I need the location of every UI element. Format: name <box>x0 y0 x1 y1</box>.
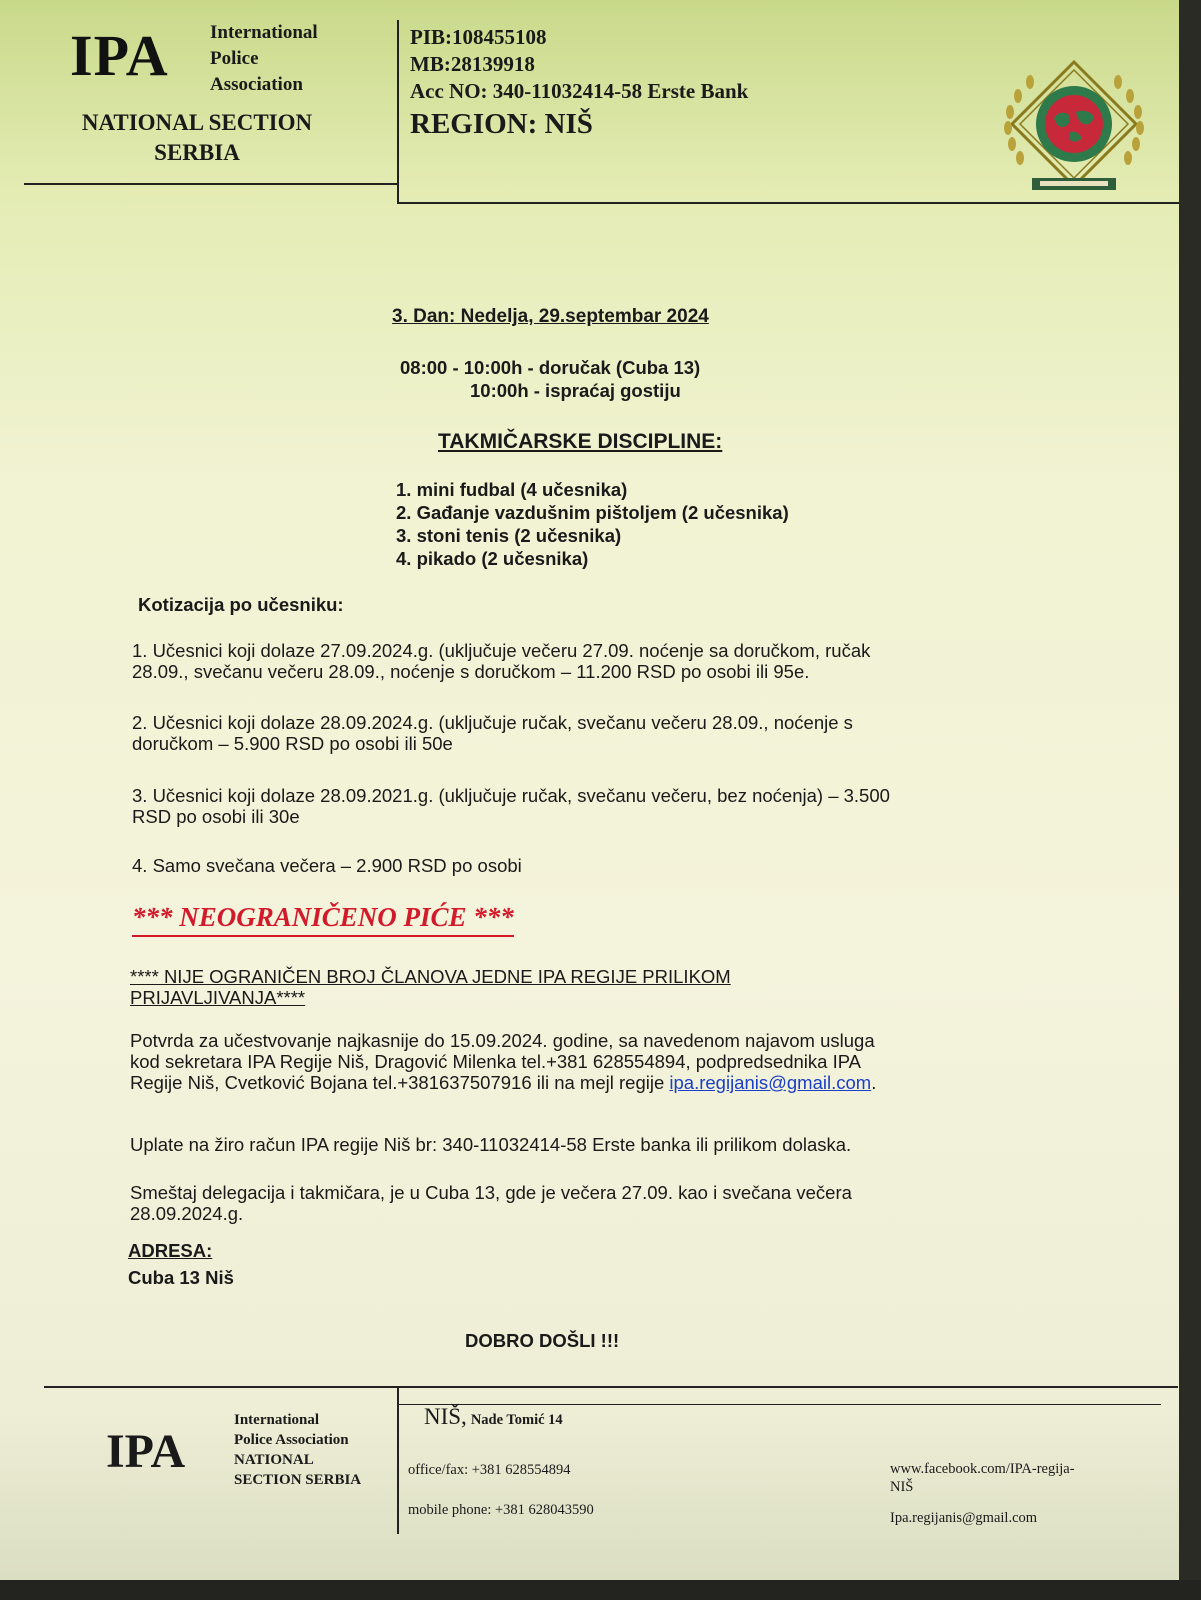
footer-divider-vertical <box>397 1388 399 1534</box>
account-number: Acc NO: 340-11032414-58 Erste Bank <box>410 79 749 103</box>
assoc-line: Association <box>210 74 303 95</box>
disciplines-list <box>396 478 789 570</box>
screen-bezel-right <box>1179 0 1201 1600</box>
national-line: NATIONAL SECTION <box>81 110 313 135</box>
footer-assoc-line: Police Association <box>234 1432 349 1448</box>
paragraph-text: . <box>871 1072 877 1093</box>
fee-option-1 <box>132 640 870 682</box>
day-title: 3. Dan: Nedelja, 29.septembar 2024 <box>392 306 709 327</box>
footer-address <box>424 1404 563 1430</box>
email-link[interactable]: ipa.regijanis@gmail.com <box>669 1072 872 1093</box>
paragraph-line: Potvrda za učestvovanje najkasnije do 15.09.2024. godine, sa navedenom najavom usluga <box>130 1030 875 1051</box>
facebook-line: www.facebook.com/IPA-regija- <box>890 1461 1075 1477</box>
fee-line: 1. Učesnici koji dolaze 27.09.2024.g. (uključuje večeru 27.09. noćenje sa doručkom, ručak <box>132 640 871 661</box>
footer-assoc-line: International <box>234 1412 320 1428</box>
header-rule-right <box>399 202 1179 204</box>
paragraph-line <box>130 1072 876 1093</box>
footer-assoc-line: NATIONAL <box>234 1452 314 1468</box>
logo-text: IPA <box>70 23 169 88</box>
fee-line: 2. Učesnici koji dolaze 28.09.2024.g. (uključuje ručak, svečanu večeru 28.09., noćenje s <box>132 712 853 733</box>
national-line: SERBIA <box>154 140 240 165</box>
list-item: 3. stoni tenis (2 učesnika) <box>396 525 622 546</box>
footer-city: NIŠ, <box>424 1404 467 1429</box>
lodging-info <box>130 1182 852 1224</box>
header-registry <box>410 24 748 105</box>
fee-line: 28.09., svečanu večeru 28.09., noćenje s doručkom – 11.200 RSD po osobi ili 95e. <box>132 661 810 682</box>
footer-logo-text: IPA <box>106 1425 186 1478</box>
screen-bezel-bottom <box>0 1580 1201 1600</box>
paragraph-line: 28.09.2024.g. <box>130 1203 244 1224</box>
list-item: 1. mini fudbal (4 učesnika) <box>396 479 628 500</box>
pib-number: PIB:108455108 <box>410 25 547 49</box>
fee-line: 3. Učesnici koji dolaze 28.09.2021.g. (uključuje ručak, svečanu večeru, bez noćenja) – 3.500 <box>132 785 890 806</box>
footer-office-fax: office/fax: +381 628554894 <box>408 1462 571 1478</box>
confirmation-paragraph <box>130 1030 876 1093</box>
paragraph-text: Regije Niš, Cvetković Bojana tel.+381637507916 ili na mejl regije <box>130 1072 670 1093</box>
welcome-text: DOBRO DOŠLI !!! <box>465 1330 620 1351</box>
unlimited-drinks-banner: *** NEOGRANIČENO PIĆE *** <box>132 902 514 937</box>
national-section <box>62 108 332 168</box>
fee-option-4: 4. Samo svečana večera – 2.900 RSD po osobi <box>132 855 522 876</box>
footer-rule-top <box>44 1386 1178 1388</box>
footer-assoc-line: SECTION SERBIA <box>234 1472 362 1488</box>
address-label: ADRESA: <box>128 1240 213 1261</box>
fee-option-2 <box>132 712 853 754</box>
footer-assoc <box>234 1410 361 1490</box>
assoc-line: Police <box>210 48 259 69</box>
fee-line: doručkom – 5.900 RSD po osobi ili 50e <box>132 733 453 754</box>
assoc-line: International <box>210 22 318 43</box>
schedule-line: 08:00 - 10:00h - doručak (Cuba 13) <box>400 357 701 378</box>
list-item: 2. Gađanje vazdušnim pištoljem (2 učesnika) <box>396 502 789 523</box>
fee-line: RSD po osobi ili 30e <box>132 806 300 827</box>
paragraph-line: kod sekretara IPA Regije Niš, Dragović Milenka tel.+381 628554894, podpredsednika IPA <box>130 1051 862 1072</box>
payment-info: Uplate na žiro račun IPA regije Niš br: 340-11032414-58 Erste banka ili prilikom dolaska. <box>130 1134 852 1155</box>
note-line: **** NIJE OGRANIČEN BROJ ČLANOVA JEDNE IPA REGIJE PRILIKOM <box>130 966 731 987</box>
header-rule-left <box>24 183 399 185</box>
footer-street: Nade Tomić 14 <box>470 1412 563 1428</box>
members-note <box>130 966 731 1008</box>
fee-title: Kotizacija po učesniku: <box>138 594 344 615</box>
fee-option-3 <box>132 785 890 827</box>
address-value: Cuba 13 Niš <box>128 1267 234 1288</box>
footer-facebook[interactable] <box>890 1460 1075 1496</box>
mb-number: MB:28139918 <box>410 52 535 76</box>
paragraph-line: Smeštaj delegacija i takmičara, je u Cuba 13, gde je večera 27.09. kao i svečana večera <box>130 1182 852 1203</box>
footer-mobile: mobile phone: +381 628043590 <box>408 1502 594 1518</box>
ipa-emblem-icon <box>996 52 1152 200</box>
header-divider-vertical <box>397 20 399 204</box>
assoc-name <box>210 20 318 98</box>
note-line: PRIJAVLJIVANJA**** <box>130 987 306 1008</box>
disciplines-title: TAKMIČARSKE DISCIPLINE: <box>438 430 723 453</box>
schedule-line: 10:00h - ispraćaj gostiju <box>470 380 681 401</box>
footer-email[interactable]: Ipa.regijanis@gmail.com <box>890 1510 1038 1526</box>
region-title: REGION: NIŠ <box>410 108 593 140</box>
facebook-line: NIŠ <box>890 1479 914 1495</box>
list-item: 4. pikado (2 učesnika) <box>396 548 589 569</box>
